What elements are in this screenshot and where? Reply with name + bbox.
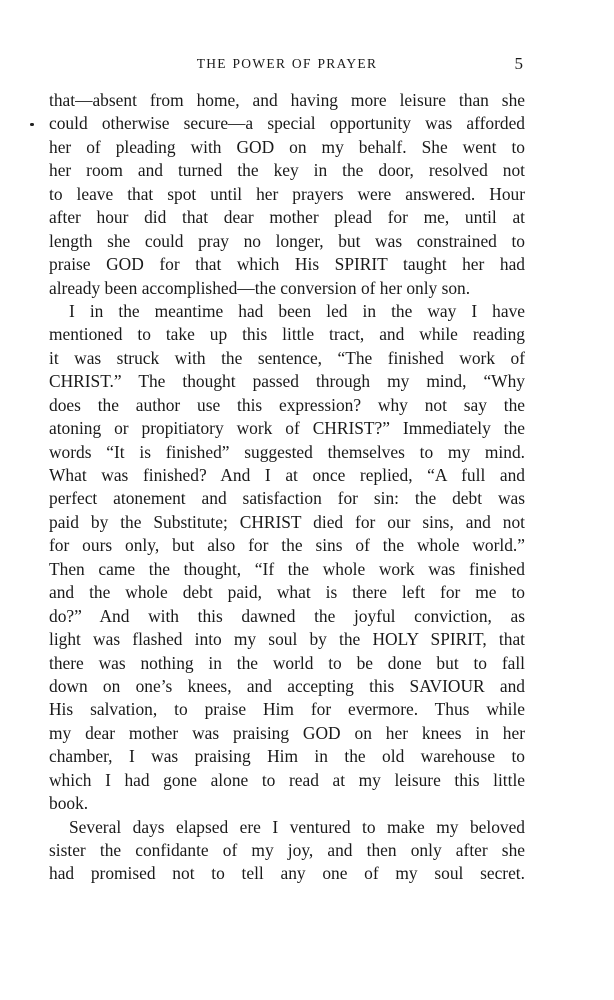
text-line: it was struck with the sentence, “The finished work of: [49, 347, 525, 368]
text-line: after hour did that dear mother plead for me, until at: [49, 207, 525, 228]
text-line: sister the confidante of my joy, and then only after she: [49, 840, 525, 860]
text-line: His salvation, to praise Him for evermore. Thus while: [49, 699, 525, 720]
body-text: [49, 89, 525, 886]
running-title: THE POWER OF PRAYER: [196, 56, 378, 71]
text-line: could otherwise secure—a special opportunity was afforded: [49, 113, 525, 134]
text-line: Then came the thought, “If the whole work was finished: [49, 558, 525, 579]
text-line: Several days elapsed ere I ventured to make my beloved: [69, 816, 525, 837]
text-line: perfect atonement and satisfaction for sin: the debt was: [49, 488, 525, 509]
text-line: words “It is finished” suggested themselves to my mind.: [49, 441, 525, 462]
text-line: my dear mother was praising GOD on her knees in her: [49, 722, 525, 743]
text-line: and the whole debt paid, what is there left for me to: [49, 582, 525, 603]
text-line: that—absent from home, and having more leisure than she: [49, 90, 525, 110]
text-line: her room and turned the key in the door, resolved not: [49, 160, 525, 181]
text-line: light was flashed into my soul by the HOLY SPIRIT, that: [49, 629, 525, 650]
text-line: does the author use this expression? why not say the: [49, 394, 525, 415]
text-line: down on one’s knees, and accepting this SAVIOUR and: [49, 675, 525, 696]
text-line: which I had gone alone to read at my leisure this little: [49, 769, 525, 790]
page-header: [49, 56, 525, 78]
text-line: chamber, I was praising Him in the old warehouse to: [49, 746, 525, 767]
text-line: What was finished? And I at once replied, “A full and: [49, 465, 525, 485]
margin-mark: [30, 123, 34, 126]
text-line: to leave that spot until her prayers were answered. Hour: [49, 183, 525, 204]
text-line: mentioned to take up this little tract, and while reading: [49, 324, 525, 345]
text-line: praise GOD for that which His SPIRIT taught her had: [49, 254, 525, 275]
text-line: atoning or propitiatory work of CHRIST?” Immediately the: [49, 418, 525, 439]
text-line: paid by the Substitute; CHRIST died for our sins, and not: [49, 511, 525, 532]
text-line: had promised not to tell any one of my soul secret.: [49, 863, 525, 884]
text-line: length she could pray no longer, but was constrained to: [49, 230, 525, 251]
text-line: already been accomplished—the conversion of her only son.: [49, 277, 471, 298]
text-line: CHRIST.” The thought passed through my mind, “Why: [49, 371, 525, 392]
text-line: do?” And with this dawned the joyful conviction, as: [49, 605, 525, 626]
text-line: there was nothing in the world to be done but to fall: [49, 652, 525, 673]
text-line: her of pleading with GOD on my behalf. She went to: [49, 136, 525, 157]
text-line: book.: [49, 793, 89, 814]
text-line: I in the meantime had been led in the way I have: [69, 300, 525, 321]
page-number: 5: [514, 54, 523, 73]
text-line: for ours only, but also for the sins of the whole world.”: [49, 535, 525, 556]
